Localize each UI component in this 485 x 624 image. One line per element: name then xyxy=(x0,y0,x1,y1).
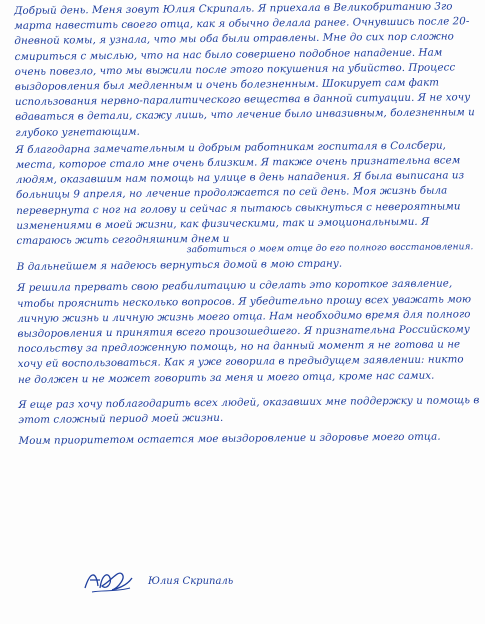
paragraph-introduction: Добрый день. Меня зовут Юлия Скрипаль. Я приехала в Великобританию 3го марта навестить своего отца, как я обычно делала ранее. Очнувшись после 20-дневной комы, я узнала, что мы оба были отравлены. Мне до сих пор сложно смириться с мыслью, что на нас было совершено подобное нападение. Нам очень повезло, что мы выжили после этого покушения на убийство. Процесс выздоровления был медленным и очень болезненным. Шокирует сам факт использования нервно-паралитического вещества в данной ситуации. Я не хочу вдаваться в детали, скажу лишь, что лечение было инвазивным, болезненным и глубоко угнетающим. xyxy=(14,0,475,139)
paragraph-return-home: В дальнейшем я надеюсь вернуться домой в мою страну. xyxy=(16,257,343,274)
handwritten-letter xyxy=(14,0,481,449)
paragraph-priority: Моим приоритетом остается мое выздоровление и здоровье моего отца. xyxy=(18,430,441,448)
inserted-correction: заботиться о моем отце до его полного восстановления. xyxy=(186,242,474,256)
handwritten-signature-icon xyxy=(82,566,134,596)
signature-block xyxy=(82,566,233,596)
paragraph-thanks: Я еще раз хочу поблагодарить всех людей, оказавших мне поддержку и помощь в этот сложный период моей жизни. xyxy=(18,394,480,427)
paragraph-statement: Я решила прервать свою реабилитацию и сделать это короткое заявление, чтобы прояснить несколько вопросов. Я убедительно прошу всех уважать мою личную жизнь и личную жизнь моего отца. Нам необходимо время для полного выздоровления и принятия всего произошедшего. Я признательна Российскому посольству за предложенную помощь, но на данный момент я не готова и не хочу ей воспользоваться. Как я уже говорила в предыдущем заявлении: никто не должен и не может говорить за меня и моего отца, кроме нас самих. xyxy=(16,277,472,386)
paragraph-gratitude-hospital: Я благодарна замечательным и добрым работникам госпиталя в Солсбери, места, которое стало мне очень близким. Я также очень признательна всем людям, оказавшим нам помощь на улице в день нападения. Я была выписана из больницы 9 апреля, но лечение продолжается по сей день. Моя жизнь была перевернута с ног на голову и сейчас я пытаюсь свыкнуться с невероятными изменениями в моей жизни, как физическими, так и эмоциональными. Я стараюсь жить сегодняшним днем и xyxy=(15,139,465,248)
signature-name: Юлия Скрипаль xyxy=(148,575,234,587)
